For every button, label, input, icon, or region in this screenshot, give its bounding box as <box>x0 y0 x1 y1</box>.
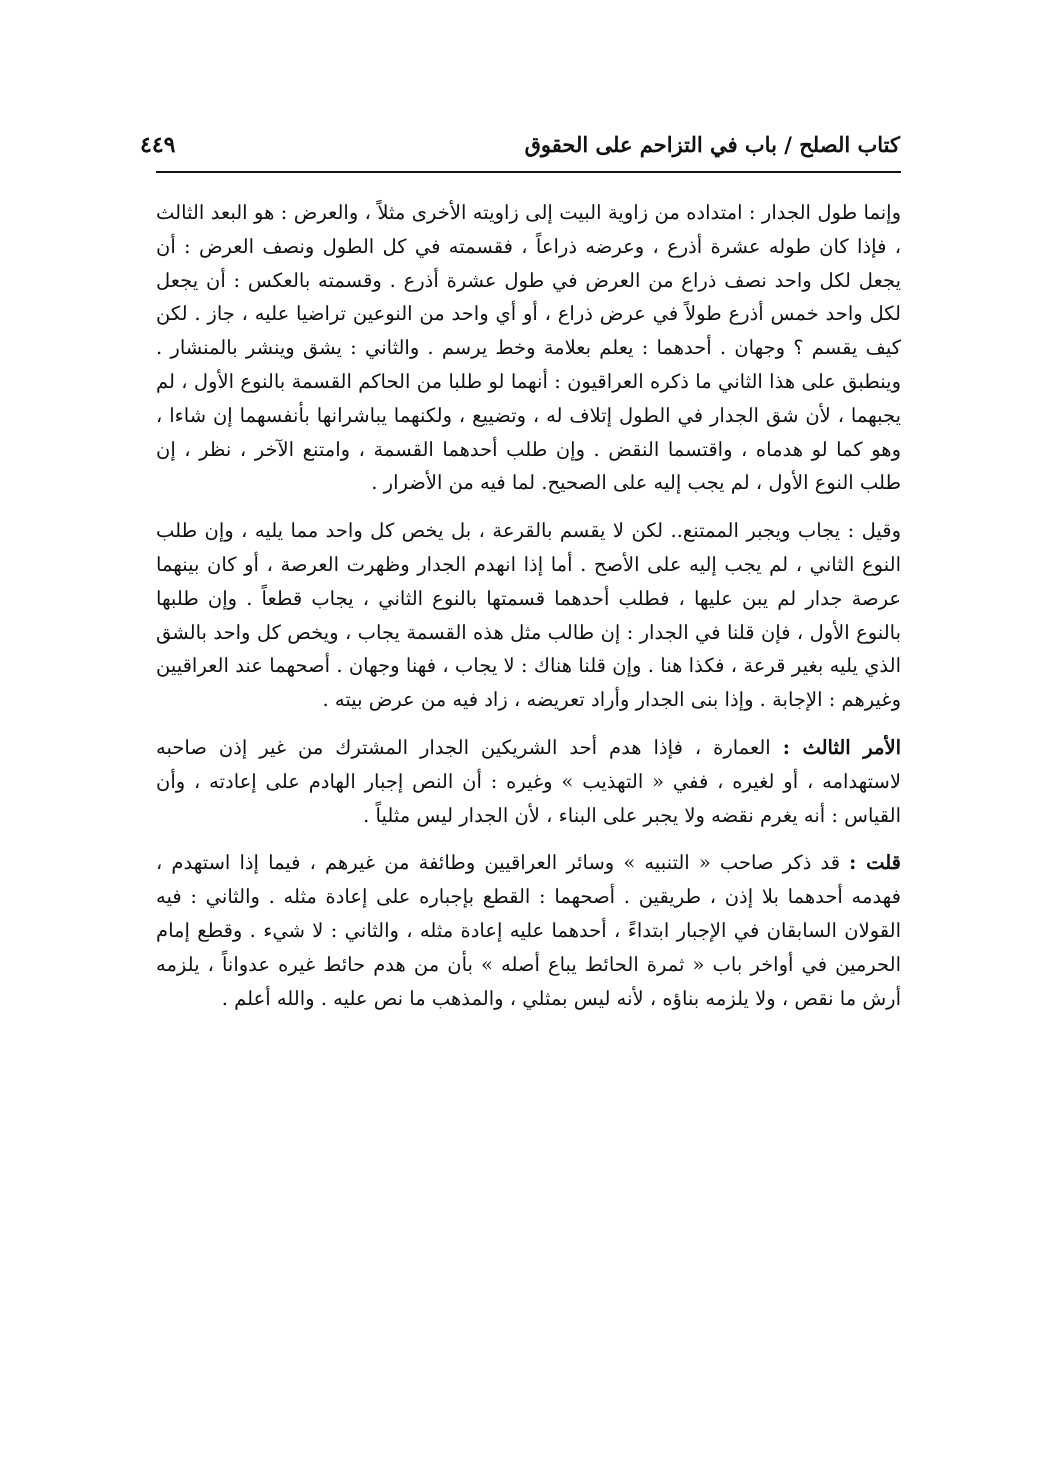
page-number: ٤٤٩ <box>140 132 176 158</box>
paragraph-2 <box>156 514 901 717</box>
body-text <box>156 196 901 1029</box>
paragraph-3-lead: الأمر الثالث : <box>782 735 902 759</box>
paragraph-1 <box>156 196 901 500</box>
paragraph-3 <box>156 731 901 832</box>
running-title: كتاب الصلح / باب في التزاحم على الحقوق <box>524 132 900 157</box>
paragraph-1-text: وإنما طول الجدار : امتداده من زاوية البيت إلى زاويته الأخرى مثلاً ، والعرض : هو البعد الثالث ، فإذا كان طوله عشرة أذرع ، وعرضه ذراعاً ، فقسمته في كل الطول ونصف العرض : أن يجعل لكل واحد نصف ذراع من العرض في طول عشرة أذرع . وقسمته بالعكس : أن يجعل لكل واحد خمس أذرع طولاً في عرض ذراع ، أو أي واحد من النوعين تراضيا عليه ، جاز . لكن كيف يقسم ؟ وجهان . أحدهما : يعلم بعلامة وخط يرسم . والثاني : يشق وينشر بالمنشار . وينطبق على هذا الثاني ما ذكره العراقيون : أنهما لو طلبا من الحاكم القسمة بالنوع الأول ، لم يجبهما ، لأن شق الجدار في الطول إتلاف له ، وتضييع ، ولكنهما يباشرانها بأنفسهما إن شاءا ، وهو كما لو هدماه ، واقتسما النقض . وإن طلب أحدهما القسمة ، وامتنع الآخر ، نظر ، إن طلب النوع الأول ، لم يجب إليه على الصحيح. لما فيه من الأضرار . <box>156 201 902 495</box>
paragraph-4-text: قد ذكر صاحب « التنبيه » وسائر العراقيين وطائفة من غيرهم ، فيما إذا استهدم ، فهدمه أحدهما بلا إذن ، طريقين . أصحهما : القطع بإجباره على إعادة مثله . والثاني : فيه القولان السابقان في الإجبار ابتداءً ، أحدهما عليه إعادة مثله ، والثاني : لا شيء . وقطع إمام الحرمين في أواخر باب « ثمرة الحائط يباع أصله » بأن من هدم حائط غيره عدواناً ، يلزمه أرش ما نقص ، ولا يلزمه بناؤه ، لأنه ليس بمثلي ، والمذهب ما نص عليه . والله أعلم . <box>156 851 901 1010</box>
paragraph-2-text: وقيل : يجاب ويجبر الممتنع.. لكن لا يقسم بالقرعة ، بل يخص كل واحد مما يليه ، وإن طلب النوع الثاني ، لم يجب إليه على الأصح . أما إذا انهدم الجدار وظهرت العرصة ، أو كان بينهما عرصة جدار لم يبن عليها ، فطلب أحدهما قسمتها بالنوع الثاني ، يجاب قطعاً . وإن طلبها بالنوع الأول ، فإن قلنا في الجدار : إن طالب مثل هذه القسمة يجاب ، ويخص كل واحد بالشق الذي يليه بغير قرعة ، فكذا هنا . وإن قلنا هناك : لا يجاب ، فهنا وجهان . أصحهما عند العراقيين وغيرهم : الإجابة . وإذا بنى الجدار وأراد تعريضه ، زاد فيه من عرض بيته . <box>156 519 901 712</box>
running-head <box>140 128 900 168</box>
paragraph-4 <box>156 846 901 1015</box>
paragraph-3-text: العمارة ، فإذا هدم أحد الشريكين الجدار المشترك من غير إذن صاحبه لاستهدامه ، أو لغيره ، ففي « التهذيب » وغيره : أن النص إجبار الهادم على إعادته ، وأن القياس : أنه يغرم نقضه ولا يجبر على البناء ، لأن الجدار ليس مثلياً . <box>156 735 901 827</box>
paragraph-4-lead: قلت : <box>849 851 901 875</box>
header-rule <box>156 171 901 173</box>
